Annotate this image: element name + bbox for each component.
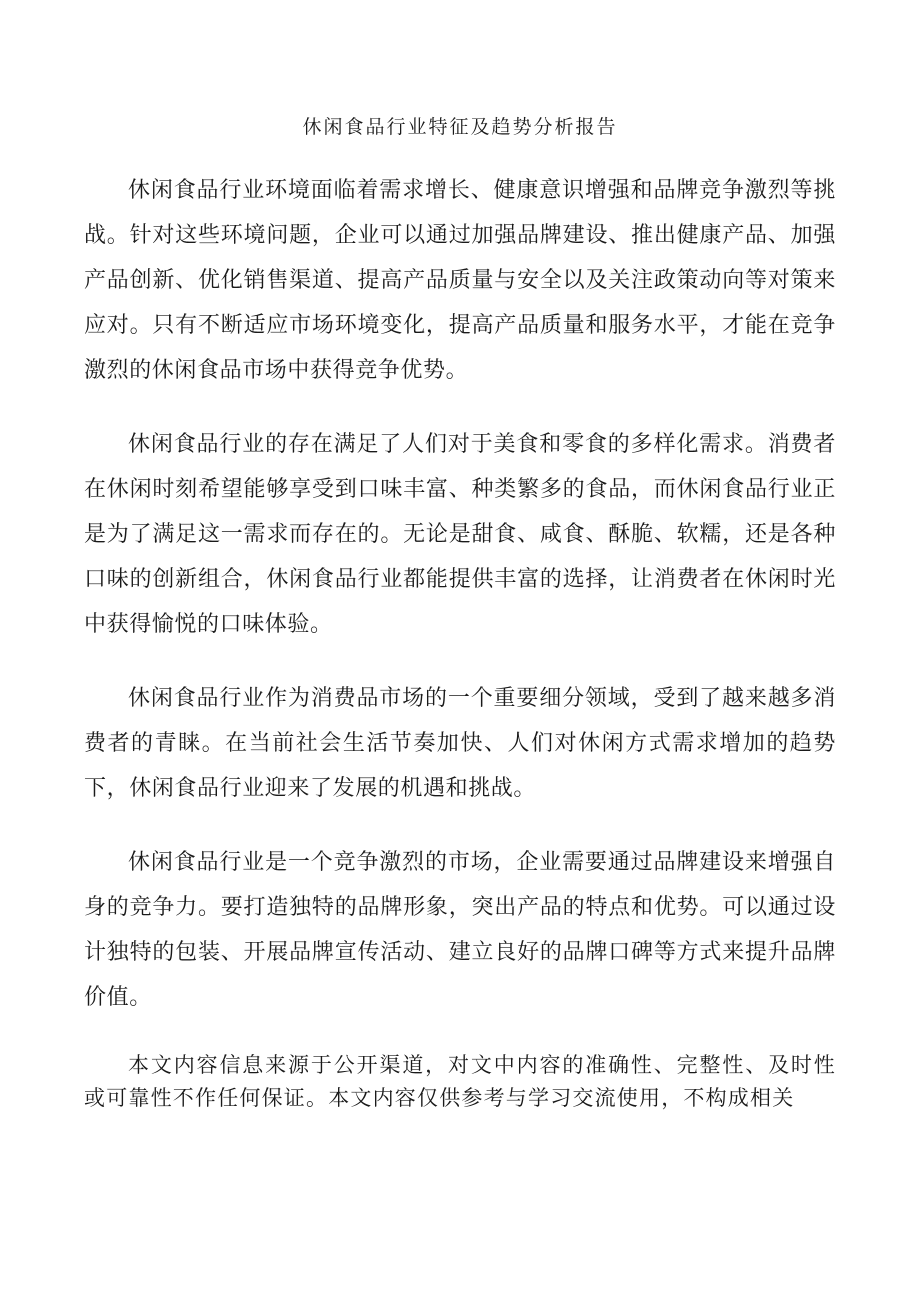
paragraph-consumer-demand: 休闲食品行业的存在满足了人们对于美食和零食的多样化需求。消费者在休闲时刻希望能够享受到口味丰富、种类繁多的食品，而休闲食品行业正是为了满足这一需求而存在的。无论是甜食、咸食、酥脆、软糯，还是各种口味的创新组合，休闲食品行业都能提供丰富的选择，让消费者在休闲时光中获得愉悦的口味体验。 (84, 432, 836, 637)
paragraph-industry-environment: 休闲食品行业环境面临着需求增长、健康意识增强和品牌竞争激烈等挑战。针对这些环境问题，企业可以通过加强品牌建设、推出健康产品、加强产品创新、优化销售渠道、提高产品质量与安全以及关注政策动向等对策来应对。只有不断适应市场环境变化，提高产品质量和服务水平，才能在竞争激烈的休闲食品市场中获得竞争优势。 (84, 178, 836, 383)
paragraph-brand-building: 休闲食品行业是一个竞争激烈的市场，企业需要通过品牌建设来增强自身的竞争力。要打造独特的品牌形象，突出产品的特点和优势。可以通过设计独特的包装、开展品牌宣传活动、建立良好的品牌口碑等方式来提升品牌价值。 (84, 850, 836, 1010)
document-body (84, 168, 836, 1144)
disclaimer-paragraph: 本文内容信息来源于公开渠道，对文中内容的准确性、完整性、及时性或可靠性不作任何保证。本文内容仅供参考与学习交流使用，不构成相关 (84, 1053, 836, 1110)
document-title: 休闲食品行业特征及趋势分析报告 (302, 116, 618, 138)
paragraph-market-segment: 休闲食品行业作为消费品市场的一个重要细分领域，受到了越来越多消费者的青睐。在当前社会生活节奏加快、人们对休闲方式需求增加的趋势下，休闲食品行业迎来了发展的机遇和挑战。 (84, 686, 836, 801)
